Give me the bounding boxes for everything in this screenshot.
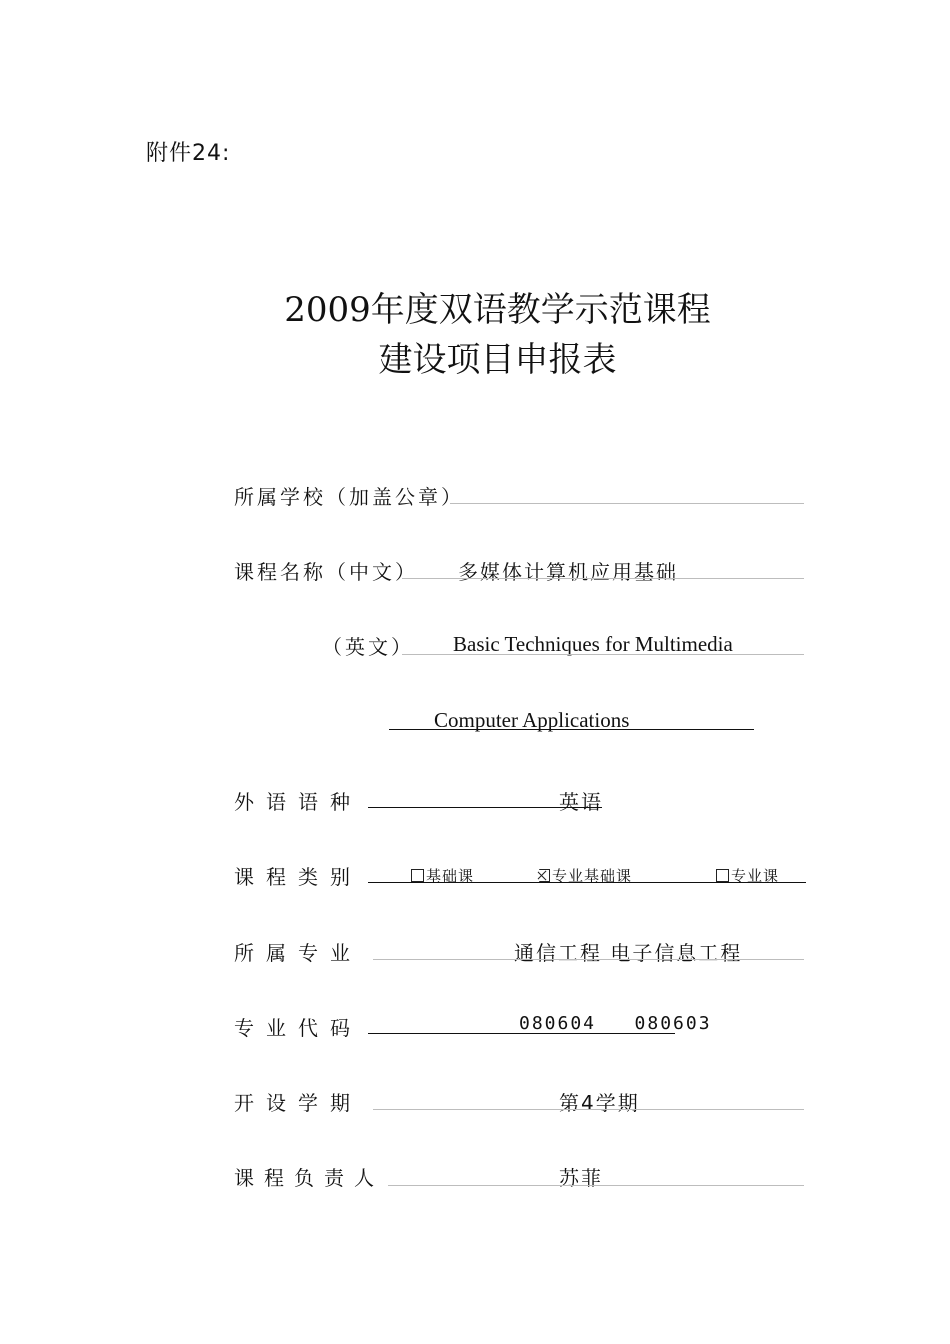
semester-field[interactable]	[373, 1109, 804, 1110]
form-title-line1: 2009年度双语教学示范课程	[284, 290, 711, 330]
course-en-label: （英文）	[322, 635, 414, 659]
course-en-value-line2: Computer Applications	[434, 708, 630, 732]
leader-label: 课程负责人	[234, 1166, 384, 1190]
course-cn-value: 多媒体计算机应用基础	[458, 560, 678, 584]
language-label: 外语语种	[234, 790, 362, 814]
leader-field[interactable]	[388, 1185, 804, 1186]
category-label: 课程类别	[234, 865, 362, 889]
major-code-label: 专业代码	[234, 1016, 362, 1040]
leader-value: 苏菲	[559, 1166, 603, 1190]
category-option-label: 专业基础课	[552, 867, 633, 885]
language-field[interactable]	[368, 807, 602, 808]
form-title-line2: 建设项目申报表	[378, 340, 617, 380]
semester-value: 第4学期	[559, 1091, 640, 1115]
course-cn-label: 课程名称（中文）	[234, 560, 418, 584]
checkbox-icon[interactable]	[716, 869, 729, 882]
semester-label: 开设学期	[234, 1091, 362, 1115]
major-label: 所属专业	[234, 941, 362, 965]
major-code-field[interactable]	[368, 1033, 675, 1034]
course-en-field[interactable]	[402, 654, 804, 655]
school-label: 所属学校（加盖公章）	[234, 485, 464, 509]
checked-checkbox-icon[interactable]	[536, 869, 550, 882]
category-option-label: 基础课	[426, 867, 475, 885]
category-field	[368, 882, 806, 883]
language-value: 英语	[559, 790, 603, 814]
major-value: 通信工程 电子信息工程	[514, 941, 743, 965]
major-field[interactable]	[373, 959, 804, 960]
course-en-field-line2[interactable]	[389, 729, 754, 730]
major-code-value: 080604 080603	[519, 1013, 712, 1034]
attachment-number: 附件24:	[146, 141, 231, 166]
course-en-value-line1: Basic Techniques for Multimedia	[453, 632, 733, 656]
category-option-label: 专业课	[731, 867, 780, 885]
course-cn-field[interactable]	[402, 578, 804, 579]
school-field[interactable]	[450, 503, 804, 504]
checkbox-icon[interactable]	[411, 869, 424, 882]
